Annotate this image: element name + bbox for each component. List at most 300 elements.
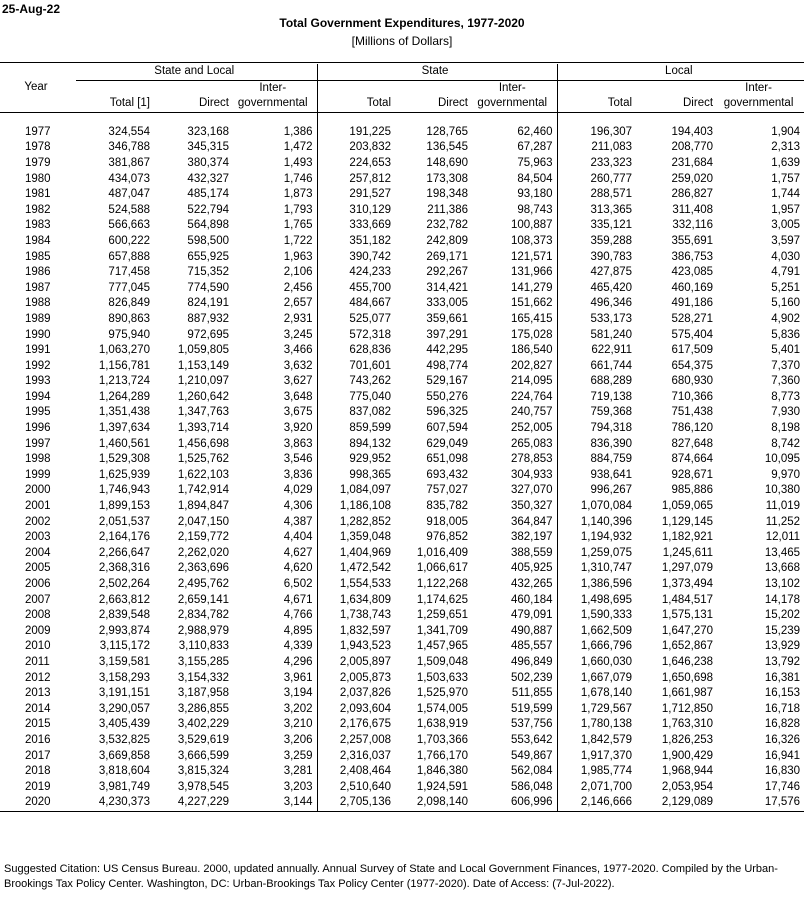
value-cell: 581,240 xyxy=(557,328,636,344)
table-row xyxy=(0,452,804,468)
value-cell: 196,307 xyxy=(557,125,636,141)
table-row xyxy=(0,608,804,624)
value-cell: 1,904 xyxy=(771,125,801,138)
value-cell: 333,669 xyxy=(317,218,395,234)
value-cell: 777,045 xyxy=(108,281,150,294)
value-cell: 397,291 xyxy=(426,328,468,341)
value-cell: 1,647,270 xyxy=(661,624,714,637)
header-total: Total xyxy=(317,80,395,112)
value-cell: 1,678,140 xyxy=(557,686,636,702)
value-cell: 826,849 xyxy=(108,297,150,310)
year-cell: 1999 xyxy=(25,468,51,481)
value-cell: 1,359,048 xyxy=(317,530,395,546)
value-cell: 1,667,079 xyxy=(557,671,636,687)
value-cell: 121,571 xyxy=(510,250,553,263)
value-cell: 3,155,285 xyxy=(177,655,229,668)
value-cell: 4,902 xyxy=(771,312,801,325)
value-cell: 252,005 xyxy=(510,422,553,435)
value-cell: 1,070,084 xyxy=(557,499,636,515)
table-row xyxy=(0,296,804,312)
value-cell: 628,836 xyxy=(317,343,395,359)
value-cell: 1,351,438 xyxy=(98,406,150,419)
header-inter-line2: governmental xyxy=(237,97,308,110)
year-cell: 1988 xyxy=(25,297,51,310)
value-cell: 1,590,333 xyxy=(557,608,636,624)
table-row xyxy=(0,468,804,484)
year-cell: 2005 xyxy=(25,562,51,575)
value-cell: 3,158,293 xyxy=(98,671,150,684)
value-cell: 1,472 xyxy=(283,141,313,154)
value-cell: 3,245 xyxy=(283,328,313,341)
value-cell: 1,650,698 xyxy=(661,671,714,684)
value-cell: 2,839,548 xyxy=(98,609,150,622)
value-cell: 359,288 xyxy=(557,234,636,250)
value-cell: 233,323 xyxy=(557,156,636,172)
value-cell: 62,460 xyxy=(517,125,553,138)
table-row xyxy=(0,780,804,796)
value-cell: 680,930 xyxy=(671,375,714,388)
value-cell: 324,554 xyxy=(108,125,150,138)
value-cell: 622,911 xyxy=(557,343,636,359)
value-cell: 1,793 xyxy=(283,203,313,216)
value-cell: 1,063,270 xyxy=(98,344,150,357)
value-cell: 1,282,852 xyxy=(317,515,395,531)
value-cell: 596,325 xyxy=(426,406,468,419)
value-cell: 751,438 xyxy=(671,406,714,419)
value-cell: 1,259,651 xyxy=(416,609,468,622)
table-row xyxy=(0,156,804,172)
value-cell: 1,575,131 xyxy=(661,609,714,622)
value-cell: 655,925 xyxy=(187,250,229,263)
value-cell: 1,498,695 xyxy=(557,593,636,609)
value-cell: 859,599 xyxy=(317,421,395,437)
value-cell: 291,527 xyxy=(317,187,395,203)
value-cell: 2,657 xyxy=(283,297,313,310)
value-cell: 3,632 xyxy=(283,359,313,372)
value-cell: 2,146,666 xyxy=(557,795,636,811)
year-cell: 1997 xyxy=(25,437,51,450)
value-cell: 1,662,509 xyxy=(557,624,636,640)
value-cell: 1,780,138 xyxy=(557,717,636,733)
value-cell: 1,554,533 xyxy=(317,577,395,593)
value-cell: 12,011 xyxy=(765,531,801,544)
value-cell: 2,053,954 xyxy=(661,780,714,793)
value-cell: 15,202 xyxy=(764,609,801,622)
value-cell: 4,791 xyxy=(771,266,801,279)
value-cell: 998,365 xyxy=(317,468,395,484)
value-cell: 3,191,151 xyxy=(98,687,150,700)
table-row xyxy=(0,250,804,266)
value-cell: 2,993,874 xyxy=(98,624,150,637)
value-cell: 1,899,153 xyxy=(98,500,150,513)
group-header-row xyxy=(0,64,804,80)
value-cell: 564,898 xyxy=(187,219,229,232)
value-cell: 3,159,581 xyxy=(98,655,150,668)
value-cell: 519,599 xyxy=(510,702,553,715)
table-row xyxy=(0,359,804,375)
value-cell: 549,867 xyxy=(510,749,553,762)
value-cell: 3,815,324 xyxy=(177,765,229,778)
value-cell: 5,401 xyxy=(771,344,801,357)
value-cell: 3,259 xyxy=(283,749,313,762)
value-cell: 502,239 xyxy=(510,671,553,684)
value-cell: 1,259,075 xyxy=(557,546,636,562)
year-cell: 2019 xyxy=(25,780,51,793)
value-cell: 1,260,642 xyxy=(177,390,229,403)
value-cell: 1,842,579 xyxy=(557,733,636,749)
value-cell: 533,173 xyxy=(557,312,636,328)
value-cell: 3,675 xyxy=(283,406,313,419)
value-cell: 13,929 xyxy=(764,640,801,653)
value-cell: 13,668 xyxy=(764,562,801,575)
value-cell: 364,847 xyxy=(510,515,553,528)
value-cell: 310,129 xyxy=(317,203,395,219)
table-body xyxy=(0,112,804,811)
value-cell: 2,456 xyxy=(283,281,313,294)
value-cell: 15,239 xyxy=(764,624,801,637)
value-cell: 313,365 xyxy=(557,203,636,219)
value-cell: 1,826,253 xyxy=(661,733,714,746)
value-cell: 2,502,264 xyxy=(98,578,150,590)
table-row xyxy=(0,187,804,203)
value-cell: 479,091 xyxy=(510,609,553,622)
value-cell: 5,836 xyxy=(771,328,801,341)
table-row xyxy=(0,515,804,531)
value-cell: 359,661 xyxy=(426,312,468,325)
value-cell: 975,940 xyxy=(108,328,150,341)
value-cell: 743,262 xyxy=(317,374,395,390)
value-cell: 487,047 xyxy=(108,188,150,201)
value-cell: 7,930 xyxy=(771,406,801,419)
value-cell: 202,827 xyxy=(510,359,553,372)
value-cell: 4,404 xyxy=(283,531,313,544)
value-cell: 1,456,698 xyxy=(177,437,229,450)
value-cell: 3,863 xyxy=(283,437,313,450)
value-cell: 719,138 xyxy=(557,390,636,406)
value-cell: 333,005 xyxy=(426,297,468,310)
value-cell: 232,782 xyxy=(426,219,468,232)
year-cell: 1991 xyxy=(25,344,51,357)
value-cell: 511,855 xyxy=(511,687,553,700)
value-cell: 1,066,617 xyxy=(416,562,468,575)
table-row xyxy=(0,764,804,780)
value-cell: 214,095 xyxy=(510,375,553,388)
value-cell: 2,176,675 xyxy=(317,717,395,733)
value-cell: 1,213,724 xyxy=(98,375,150,388)
year-cell: 1978 xyxy=(25,141,51,154)
value-cell: 757,027 xyxy=(426,484,468,497)
value-cell: 1,156,781 xyxy=(98,359,150,372)
value-cell: 572,318 xyxy=(317,328,395,344)
table-row xyxy=(0,593,804,609)
value-cell: 265,083 xyxy=(510,437,553,450)
value-cell: 2,159,772 xyxy=(177,531,229,544)
value-cell: 496,849 xyxy=(510,655,553,668)
value-cell: 13,792 xyxy=(764,655,801,668)
value-cell: 141,279 xyxy=(510,281,553,294)
value-cell: 1,341,709 xyxy=(416,624,468,637)
value-cell: 386,753 xyxy=(671,250,714,263)
year-cell: 2001 xyxy=(25,500,51,513)
value-cell: 16,830 xyxy=(764,765,801,778)
value-cell: 323,168 xyxy=(187,125,229,138)
value-cell: 390,742 xyxy=(317,250,395,266)
table-row xyxy=(0,172,804,188)
value-cell: 231,684 xyxy=(671,156,714,169)
value-cell: 1,245,611 xyxy=(662,546,714,559)
table-row xyxy=(0,343,804,359)
value-cell: 16,718 xyxy=(764,702,801,715)
value-cell: 1,924,591 xyxy=(416,780,468,793)
header-intergovernmental xyxy=(717,80,804,112)
year-cell: 1979 xyxy=(25,156,51,169)
header-year: Year xyxy=(0,80,76,112)
value-cell: 1,746,943 xyxy=(98,484,150,497)
value-cell: 16,941 xyxy=(764,749,801,762)
value-cell: 3,529,619 xyxy=(177,733,229,746)
value-cell: 1,652,867 xyxy=(661,640,714,653)
value-cell: 211,083 xyxy=(557,140,636,156)
value-cell: 4,766 xyxy=(283,609,313,622)
table-row xyxy=(0,717,804,733)
table-row xyxy=(0,702,804,718)
value-cell: 490,887 xyxy=(510,624,553,637)
value-cell: 1,985,774 xyxy=(557,764,636,780)
value-cell: 2,051,537 xyxy=(98,515,150,528)
value-cell: 600,222 xyxy=(108,234,150,247)
value-cell: 887,932 xyxy=(187,312,229,325)
value-cell: 715,352 xyxy=(187,266,229,279)
value-cell: 405,925 xyxy=(510,562,553,575)
value-cell: 3,290,057 xyxy=(98,702,150,715)
value-cell: 3,154,332 xyxy=(177,671,229,684)
value-cell: 1,638,919 xyxy=(416,718,468,731)
value-cell: 186,540 xyxy=(510,344,553,357)
value-cell: 562,084 xyxy=(510,765,553,778)
value-cell: 460,169 xyxy=(671,281,714,294)
value-cell: 16,326 xyxy=(764,733,801,746)
value-cell: 286,827 xyxy=(671,188,714,201)
value-cell: 1,460,561 xyxy=(98,437,150,450)
table-row xyxy=(0,530,804,546)
value-cell: 836,390 xyxy=(557,437,636,453)
value-cell: 485,557 xyxy=(510,640,553,653)
value-cell: 1,957 xyxy=(771,203,801,216)
value-cell: 2,047,150 xyxy=(177,515,229,528)
value-cell: 1,765 xyxy=(283,219,313,232)
value-cell: 759,368 xyxy=(557,405,636,421)
value-cell: 1,503,633 xyxy=(416,671,468,684)
value-cell: 693,432 xyxy=(426,468,468,481)
value-cell: 304,933 xyxy=(510,468,553,481)
value-cell: 1,900,429 xyxy=(661,749,714,762)
value-cell: 240,757 xyxy=(510,406,553,419)
value-cell: 1,016,409 xyxy=(416,546,468,559)
year-cell: 1977 xyxy=(25,125,51,138)
value-cell: 4,620 xyxy=(283,562,313,575)
value-cell: 4,029 xyxy=(283,484,313,497)
table-row xyxy=(0,655,804,671)
value-cell: 4,296 xyxy=(283,655,313,668)
value-cell: 2,408,464 xyxy=(317,764,395,780)
value-cell: 629,049 xyxy=(426,437,468,450)
value-cell: 657,888 xyxy=(108,250,150,263)
value-cell: 3,405,439 xyxy=(98,718,150,731)
value-cell: 1,574,005 xyxy=(416,702,468,715)
value-cell: 1,493 xyxy=(283,156,313,169)
value-cell: 575,404 xyxy=(671,328,714,341)
table-row xyxy=(0,437,804,453)
value-cell: 3,402,229 xyxy=(177,718,229,731)
value-cell: 553,642 xyxy=(510,733,553,746)
header-inter-line2: governmental xyxy=(723,97,794,110)
table-row xyxy=(0,639,804,655)
value-cell: 1,373,494 xyxy=(661,578,714,590)
value-cell: 257,812 xyxy=(317,172,395,188)
value-cell: 1,757 xyxy=(771,172,801,185)
value-cell: 1,182,921 xyxy=(661,531,714,544)
header-inter-line2: governmental xyxy=(477,97,548,110)
value-cell: 1,660,030 xyxy=(557,655,636,671)
value-cell: 606,996 xyxy=(472,795,557,811)
value-cell: 4,671 xyxy=(283,593,313,606)
value-cell: 7,360 xyxy=(771,375,801,388)
header-intergovernmental xyxy=(233,80,317,112)
value-cell: 491,186 xyxy=(671,297,714,310)
year-cell: 1994 xyxy=(25,390,51,403)
value-cell: 3,546 xyxy=(283,453,313,466)
value-cell: 9,970 xyxy=(771,468,801,481)
value-cell: 1,347,763 xyxy=(177,406,229,419)
group-local: Local xyxy=(557,64,804,80)
year-cell: 2002 xyxy=(25,515,51,528)
value-cell: 4,387 xyxy=(283,515,313,528)
table-row xyxy=(0,624,804,640)
value-cell: 355,691 xyxy=(671,234,714,247)
value-cell: 928,671 xyxy=(671,468,714,481)
year-cell: 2004 xyxy=(25,546,51,559)
year-cell: 2000 xyxy=(25,484,51,497)
value-cell: 424,233 xyxy=(317,265,395,281)
year-cell: 1992 xyxy=(25,359,51,372)
year-cell: 1998 xyxy=(25,453,51,466)
value-cell: 388,559 xyxy=(510,546,553,559)
value-cell: 5,160 xyxy=(771,297,801,310)
value-cell: 1,386,596 xyxy=(557,577,636,593)
value-cell: 3,627 xyxy=(283,375,313,388)
value-cell: 11,019 xyxy=(765,500,801,513)
value-cell: 4,230,373 xyxy=(76,795,154,811)
table-row xyxy=(0,281,804,297)
value-cell: 938,641 xyxy=(557,468,636,484)
year-cell: 2014 xyxy=(25,702,51,715)
expenditures-table xyxy=(0,64,804,812)
value-cell: 224,653 xyxy=(317,156,395,172)
value-cell: 528,271 xyxy=(671,312,714,325)
value-cell: 17,576 xyxy=(717,795,804,811)
value-cell: 1,763,310 xyxy=(661,718,714,731)
value-cell: 485,174 xyxy=(187,188,229,201)
table-row xyxy=(0,577,804,593)
value-cell: 4,306 xyxy=(283,500,313,513)
value-cell: 1,397,634 xyxy=(98,422,150,435)
value-cell: 4,227,229 xyxy=(154,795,233,811)
table-row xyxy=(0,795,804,811)
table-row xyxy=(0,671,804,687)
year-cell: 2020 xyxy=(0,795,76,811)
value-cell: 3,666,599 xyxy=(177,749,229,762)
header-direct: Direct xyxy=(395,80,472,112)
table-row xyxy=(0,499,804,515)
value-cell: 607,594 xyxy=(426,422,468,435)
value-cell: 100,887 xyxy=(510,219,553,232)
value-cell: 1,729,567 xyxy=(557,702,636,718)
value-cell: 2,931 xyxy=(283,312,313,325)
year-cell: 2009 xyxy=(25,624,51,637)
value-cell: 2,093,604 xyxy=(317,702,395,718)
value-cell: 1,297,079 xyxy=(661,562,714,575)
value-cell: 131,966 xyxy=(510,266,553,279)
year-cell: 1984 xyxy=(25,234,51,247)
value-cell: 2,266,647 xyxy=(98,546,150,559)
table-row xyxy=(0,686,804,702)
value-cell: 3,187,958 xyxy=(177,687,229,700)
header-inter-line1: Inter- xyxy=(498,81,526,94)
suggested-citation: Suggested Citation: US Census Bureau. 2000, updated annually. Annual Survey of State and Local Government Finances, 1977-2020. Compiled by the Urban-Brookings Tax Policy Center. Washington, DC: Urban-Brookings Tax Policy Center (1977-2020). Date of Access: (7-Jul-2022). xyxy=(4,863,778,890)
value-cell: 16,828 xyxy=(764,718,801,731)
value-cell: 1,666,796 xyxy=(557,639,636,655)
value-cell: 4,627 xyxy=(283,546,313,559)
value-cell: 423,085 xyxy=(671,266,714,279)
value-cell: 432,265 xyxy=(510,578,553,590)
header-total: Total xyxy=(557,80,636,112)
value-cell: 136,545 xyxy=(426,141,468,154)
header-direct: Direct xyxy=(636,80,717,112)
value-cell: 465,420 xyxy=(557,281,636,297)
value-cell: 918,005 xyxy=(426,515,468,528)
value-cell: 98,743 xyxy=(517,203,553,216)
value-cell: 67,287 xyxy=(517,141,553,154)
value-cell: 566,663 xyxy=(108,219,150,232)
value-cell: 351,182 xyxy=(317,234,395,250)
year-cell: 1996 xyxy=(25,422,51,435)
value-cell: 710,366 xyxy=(671,390,714,403)
year-cell: 2016 xyxy=(25,733,51,746)
value-cell: 194,403 xyxy=(671,125,714,138)
value-cell: 269,171 xyxy=(426,250,468,263)
value-cell: 586,048 xyxy=(510,780,553,793)
value-cell: 13,102 xyxy=(764,578,801,590)
value-cell: 2,257,008 xyxy=(317,733,395,749)
value-cell: 191,225 xyxy=(317,125,395,141)
value-cell: 976,852 xyxy=(426,531,468,544)
value-cell: 427,875 xyxy=(557,265,636,281)
year-cell: 1987 xyxy=(25,281,51,294)
year-cell: 2011 xyxy=(25,655,50,668)
value-cell: 1,712,850 xyxy=(661,702,714,715)
value-cell: 1,832,597 xyxy=(317,624,395,640)
year-cell: 1993 xyxy=(25,375,51,388)
value-cell: 688,289 xyxy=(557,374,636,390)
year-cell: 1981 xyxy=(25,188,51,201)
value-cell: 1,404,969 xyxy=(317,546,395,562)
value-cell: 1,186,108 xyxy=(317,499,395,515)
value-cell: 8,773 xyxy=(771,390,801,403)
value-cell: 314,421 xyxy=(426,281,468,294)
value-cell: 3,194 xyxy=(283,687,313,700)
value-cell: 198,348 xyxy=(426,188,468,201)
value-cell: 3,144 xyxy=(233,795,317,811)
